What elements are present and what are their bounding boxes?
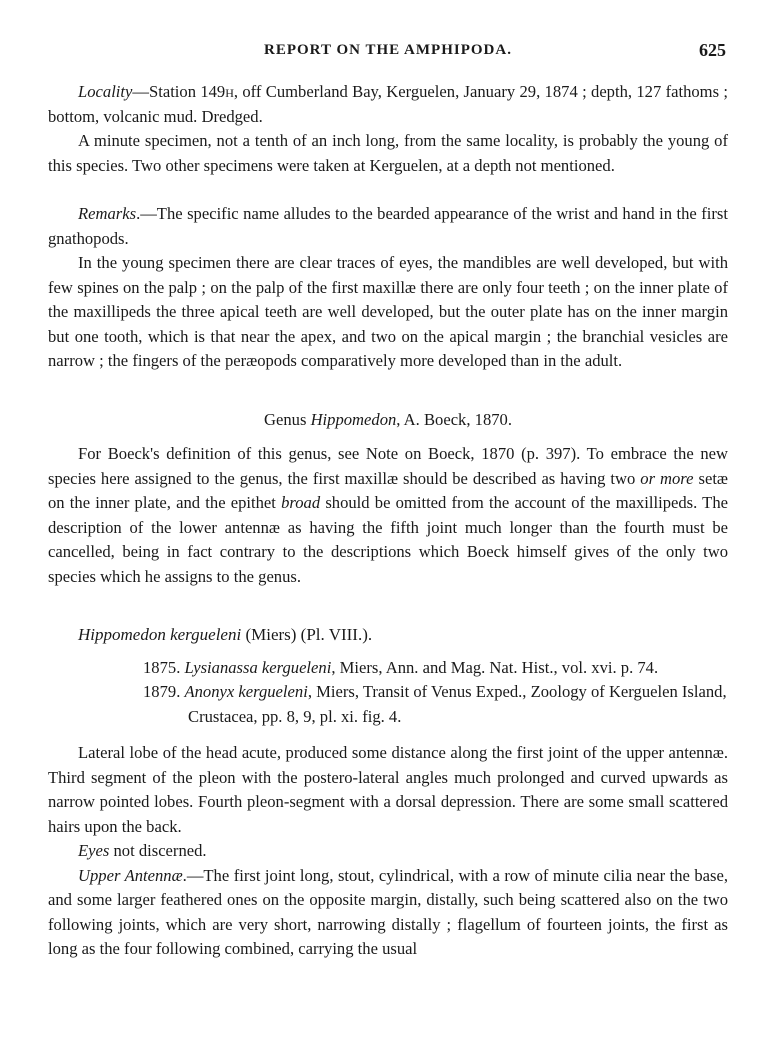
reference-1879-continued: Crustacea, pp. 8, 9, pl. xi. fig. 4. xyxy=(188,706,402,726)
upper-antennae-label: Upper Antennæ xyxy=(78,865,183,885)
page-number: 625 xyxy=(699,40,726,60)
spacer xyxy=(48,398,728,408)
species-name: Hippomedon kergueleni xyxy=(78,625,242,644)
synonymy-references xyxy=(48,656,728,730)
spacer xyxy=(48,374,728,398)
locality-label: Locality xyxy=(78,82,133,101)
station-suffix: h xyxy=(225,82,234,101)
species-heading: Hippomedon kergueleni (Miers) (Pl. VIII.). xyxy=(78,625,373,644)
spacer xyxy=(48,432,728,442)
genus-name: Hippomedon xyxy=(310,409,397,429)
main-text xyxy=(48,80,728,962)
locality-paragraph: Locality—Station 149h, off Cumberland Bay, Kerguelen, January 29, 1874 ; depth, 127 fathoms ; bottom, volcanic mud. Dredged. xyxy=(48,82,728,126)
description-paragraph: Lateral lobe of the head acute, produced some distance along the first joint of the upper antennæ. Third segment of the pleon with the postero-lateral angles much prolonged and curved upwards as narrow pointed lobes. Fourth pleon-segment with a dorsal depression. There are some small scattered hairs upon the back. xyxy=(48,743,728,836)
reference-1875: 1875. Lysianassa kergueleni, Miers, Ann. and Mag. Nat. Hist., vol. xvi. p. 74. xyxy=(143,657,659,677)
specimen-paragraph: A minute specimen, not a tenth of an inch long, from the same locality, is probably the young of this species. Two other specimens were taken at Kerguelen, at a depth not mentioned. xyxy=(48,131,728,175)
genus-definition-paragraph: For Boeck's definition of this genus, see Note on Boeck, 1870 (p. 397). To embrace the new species here assigned to the genus, the first maxillæ should be described as having two or more setæ on the inner plate, and the epithet broad should be omitted from the account of the maxillipeds. The description of the lower antennæ as having the fifth joint much longer than the fourth must be cancelled, being in fact contrary to the descriptions which Boeck himself gives of the only two species which he assigns to the genus. xyxy=(48,444,729,586)
remarks-label: Remarks xyxy=(78,204,137,223)
eyes-paragraph: Eyes not discerned. xyxy=(78,841,207,860)
upper-antennae-paragraph: Upper Antennæ.—The first joint long, stout, cylindrical, with a row of minute cilia near the base, and some larger feathered ones on the opposite margin, distally, such being scattered also on the two following joints, which are very short, narrowing distally ; flagellum of fourteen joints, the first as long as the four following combined, carrying the usual xyxy=(48,865,728,958)
spacer xyxy=(48,613,728,623)
remarks-paragraph: Remarks.—The specific name alludes to the bearded appearance of the wrist and hand in the first gnathopods. xyxy=(48,204,728,248)
running-title: REPORT ON THE AMPHIPODA. xyxy=(264,42,512,58)
spacer xyxy=(48,589,728,613)
young-specimen-paragraph: In the young specimen there are clear traces of eyes, the mandibles are well developed, but with few spines on the palp ; on the palp of the first maxillæ there are only four teeth ; on the inner plate of the maxillipeds the three apical teeth are well developed, but the outer plate has on the inner margin but one tooth, which is that near the apex, and two on the apical margin ; the branchial vesicles are narrow ; the fingers of the peræopods comparatively more developed than in the adult. xyxy=(48,253,728,370)
running-head xyxy=(0,40,776,66)
genus-heading: Genus Hippomedon, A. Boeck, 1870. xyxy=(264,409,512,429)
eyes-label: Eyes xyxy=(78,841,110,860)
spacer xyxy=(48,178,728,202)
reference-1879: 1879. Anonyx kergueleni, Miers, Transit of Venus Exped., Zoology of Kerguelen Island, xyxy=(143,682,727,701)
